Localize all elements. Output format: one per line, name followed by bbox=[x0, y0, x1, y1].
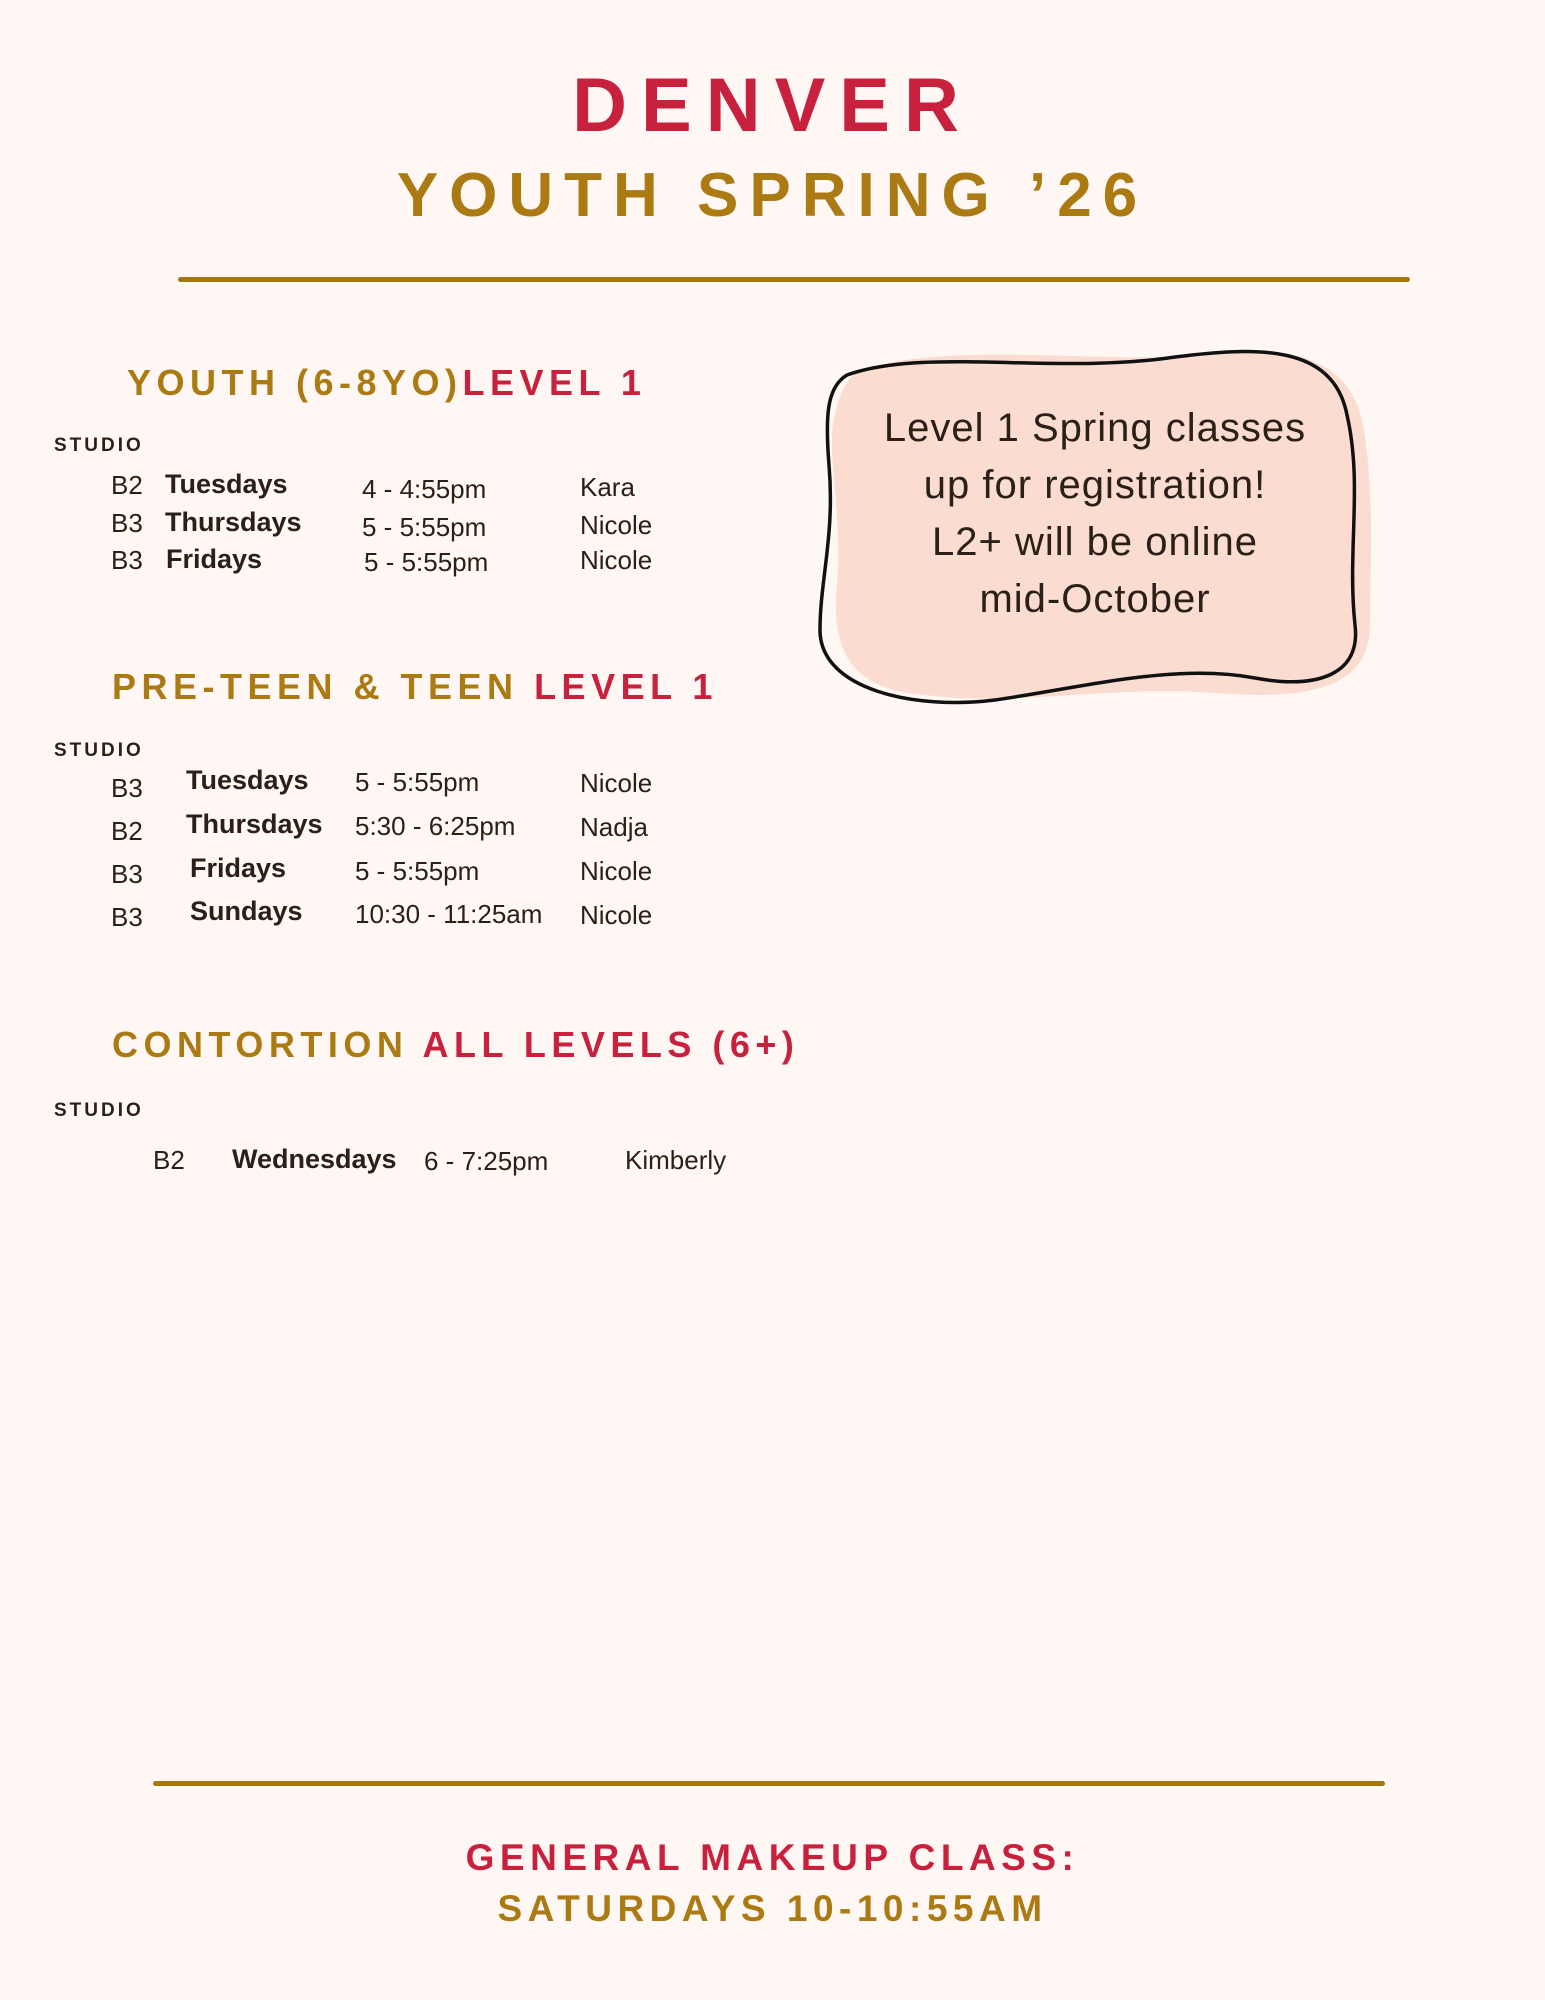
time-cell: 10:30 - 11:25am bbox=[355, 899, 543, 929]
day-cell: Tuesdays bbox=[186, 765, 309, 795]
studio-cell: B2 bbox=[153, 1145, 185, 1175]
section-title-youth bbox=[127, 362, 646, 404]
studio-cell: B3 bbox=[111, 902, 143, 932]
instructor-cell: Nicole bbox=[580, 768, 653, 798]
instructor-cell: Nicole bbox=[580, 510, 653, 540]
time-cell: 5:30 - 6:25pm bbox=[355, 811, 516, 841]
section-title-contortion bbox=[112, 1024, 799, 1066]
section-title-part2: LEVEL 1 bbox=[534, 666, 718, 707]
callout-line: Level 1 Spring classes bbox=[883, 406, 1307, 450]
day-cell: Tuesdays bbox=[165, 469, 288, 499]
callout-line: L2+ will be online bbox=[932, 520, 1258, 564]
page-subtitle: YOUTH SPRING ’26 bbox=[396, 161, 1149, 230]
footer-makeup-time: SATURDAYS 10-10:55AM bbox=[497, 1888, 1048, 1929]
day-cell: Wednesdays bbox=[232, 1144, 397, 1174]
time-cell: 5 - 5:55pm bbox=[355, 856, 480, 886]
time-cell: 4 - 4:55pm bbox=[362, 474, 487, 504]
section-title-part2: LEVEL 1 bbox=[462, 362, 647, 403]
instructor-cell: Nicole bbox=[580, 900, 653, 930]
callout-line: up for registration! bbox=[923, 463, 1267, 507]
time-cell: 6 - 7:25pm bbox=[424, 1146, 549, 1176]
day-cell: Thursdays bbox=[186, 809, 323, 839]
instructor-cell: Nicole bbox=[580, 545, 653, 575]
instructor-cell: Kara bbox=[580, 472, 635, 502]
section-title-part1: YOUTH (6-8YO) bbox=[127, 362, 463, 403]
section-title-part1: PRE-TEEN & TEEN bbox=[112, 666, 519, 707]
studio-label: STUDIO bbox=[54, 1100, 144, 1121]
day-cell: Sundays bbox=[190, 896, 303, 926]
studio-label: STUDIO bbox=[54, 435, 144, 456]
callout-line: mid-October bbox=[979, 577, 1211, 621]
studio-cell: B3 bbox=[111, 545, 143, 575]
time-cell: 5 - 5:55pm bbox=[364, 547, 489, 577]
day-cell: Thursdays bbox=[165, 507, 302, 537]
studio-cell: B3 bbox=[111, 773, 143, 803]
header-divider bbox=[178, 277, 1410, 282]
section-title-preteen-teen bbox=[112, 666, 718, 708]
registration-callout bbox=[815, 345, 1375, 715]
footer-makeup-class: GENERAL MAKEUP CLASS: bbox=[465, 1837, 1080, 1878]
studio-cell: B2 bbox=[111, 816, 143, 846]
footer-divider bbox=[153, 1781, 1385, 1786]
instructor-cell: Nicole bbox=[580, 856, 653, 886]
page-title: DENVER bbox=[572, 63, 973, 148]
section-title-part1: CONTORTION bbox=[112, 1024, 409, 1065]
time-cell: 5 - 5:55pm bbox=[355, 767, 480, 797]
studio-cell: B2 bbox=[111, 470, 143, 500]
section-title-part2: ALL LEVELS (6+) bbox=[422, 1024, 800, 1065]
callout-text bbox=[815, 400, 1375, 628]
studio-cell: B3 bbox=[111, 859, 143, 889]
day-cell: Fridays bbox=[166, 544, 263, 574]
instructor-cell: Kimberly bbox=[625, 1145, 727, 1175]
studio-cell: B3 bbox=[111, 508, 143, 538]
day-cell: Fridays bbox=[190, 853, 287, 883]
time-cell: 5 - 5:55pm bbox=[362, 512, 487, 542]
studio-label: STUDIO bbox=[54, 740, 144, 761]
instructor-cell: Nadja bbox=[580, 812, 648, 842]
